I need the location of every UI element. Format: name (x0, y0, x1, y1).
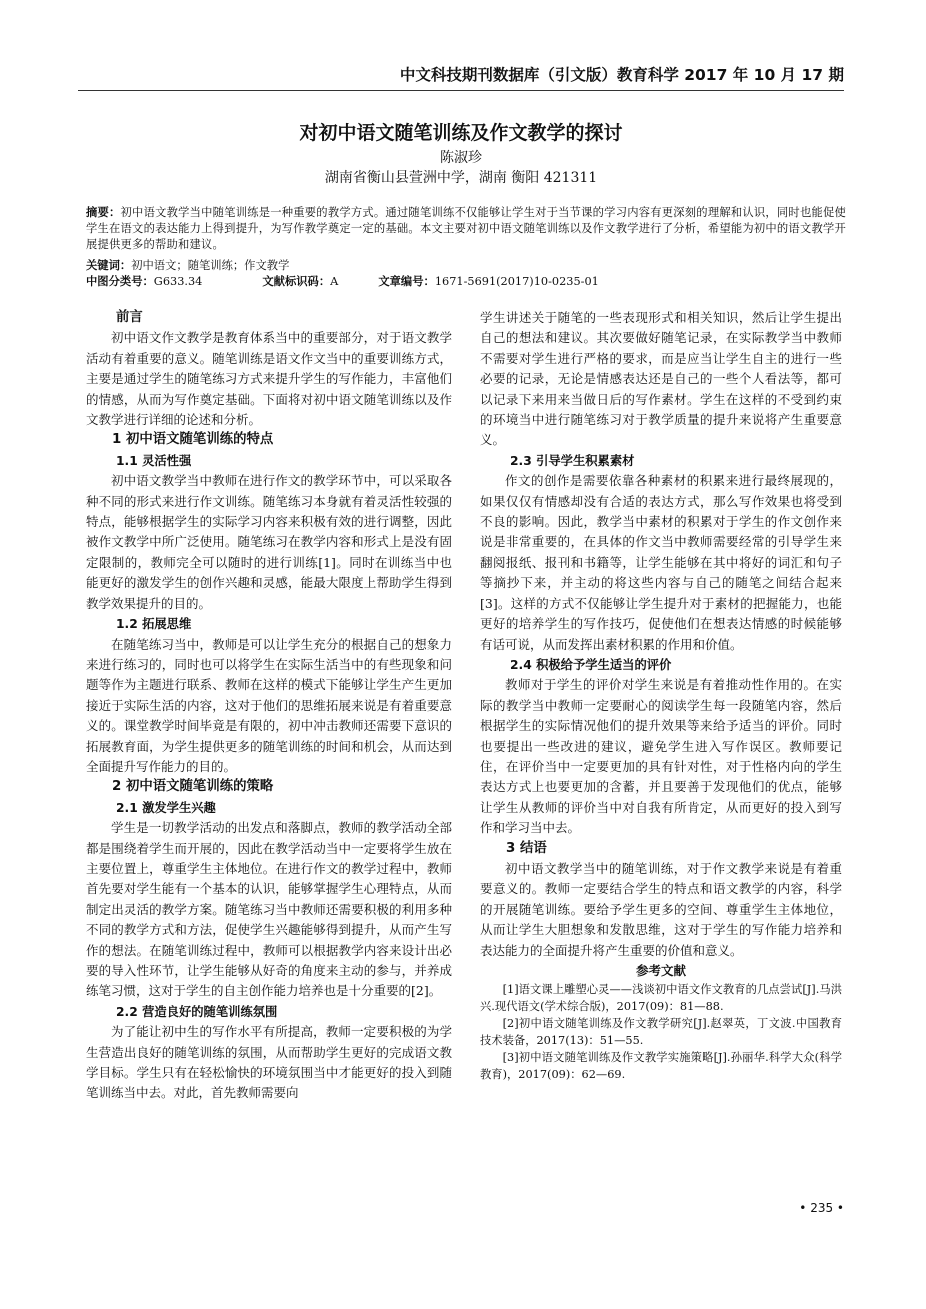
section-1-heading: 1 初中语文随笔训练的特点 (112, 432, 274, 448)
section-2-2-heading: 2.2 营造良好的随笔训练氛围 (116, 1004, 278, 1019)
page-number: • 235 • (799, 1201, 844, 1215)
references-heading: 参考文献 (635, 963, 686, 978)
journal-header: 中文科技期刊数据库（引文版）教育科学 2017 年 10 月 17 期 (78, 64, 844, 91)
author-name: 陈淑珍 (440, 150, 482, 166)
right-column (480, 308, 842, 1083)
section-2-4-heading: 2.4 积极给予学生适当的评价 (510, 657, 672, 672)
section-3-heading: 3 结语 (506, 840, 547, 856)
doc-code-label: 文献标识码： (262, 275, 331, 288)
section-2-1-paragraph: 学生是一切教学活动的出发点和落脚点，教师的教学活动全部都是围绕着学生而开展的，因此在教学活动当中一定要将学生放在主要位置上，尊重学生主体地位。在进行作文的教学过程中，教师首先要对学生能有一个基本的认识，能够掌握学生心理特点，从而制定出灵活的教学方案。随笔练习当中教师还需要积极的利用多种不同的教学方式和方法，促使学生兴趣能够得到提升，从而产生写作的想法。在随笔训练过程中，教师可以根据教学内容来设计出必要的导入性环节，让学生能够从好奇的角度来主动的参与，并养成练笔习惯，这对于学生的自主创作能力培养也是十分重要的[2]。 (86, 820, 452, 999)
section-2-4-paragraph: 教师对于学生的评价对学生来说是有着推动性作用的。在实际的教学当中教师一定要耐心的阅读学生每一段随笔内容，然后根据学生的实际情况他们的提升效果等来给予适当的评价。同时也要提出一些改进的建议，避免学生进入写作误区。教师要记住，在评价当中一定要更加的具有针对性，对于性格内向的学生表达方式上也要更加的含蓄，并且要善于发现他们的优点，能够让学生从教师的评价当中对自我有所肯定，从而更好的投入到写作和学习当中去。 (480, 677, 842, 836)
section-2-2-paragraph: 为了能让初中生的写作水平有所提高，教师一定要积极的为学生营造出良好的随笔训练的氛围，从而帮助学生更好的完成语文教学目标。学生只有在轻松愉快的环境氛围当中才能更好的投入到随笔训练当中去。对此，首先教师需要向 (86, 1024, 452, 1101)
reference-3: [3]初中语文随笔训练及作文教学实施策略[J].孙丽华.科学大众(科学教育)，2017(09)：62—69. (480, 1051, 842, 1082)
section-1-2-heading: 1.2 拓展思维 (116, 617, 192, 632)
left-column (86, 308, 452, 1104)
cls-value: G633.34 (153, 275, 203, 288)
article-title: 对初中语文随笔训练及作文教学的探讨 (299, 122, 623, 144)
section-2-3-heading: 2.3 引导学生积累素材 (510, 453, 635, 468)
section-1-1-paragraph: 初中语文教学当中教师在进行作文的教学环节中，可以采取各种不同的形式来进行作文训练。随笔练习本身就有着灵活性较强的特点，能够根据学生的实际学习内容来积极有效的进行调整，因此被作文教学中所广泛使用。随笔练习在教学内容和形式上是没有固定限制的，教师完全可以随时的进行训练[1]。同时在训练当中也能更好的激发学生的创作兴趣和灵感，能最大限度上帮助学生得到教学效果提升的目的。 (86, 473, 452, 611)
preface-paragraph: 初中语文作文教学是教育体系当中的重要部分，对于语文教学活动有着重要的意义。随笔训练是语文作文当中的重要训练方式，主要是通过学生的随笔练习方式来提升学生的写作能力，丰富他们的情感，从而为写作奠定基础。下面将对初中语文随笔训练以及作文教学进行详细的论述和分析。 (86, 330, 452, 428)
abstract-text: 初中语文教学当中随笔训练是一种重要的教学方式。通过随笔训练不仅能够让学生对于当节课的学习内容有更深刻的理解和认识，同时也能促使学生在语文的表达能力上得到提升，为写作教学奠定一定的基础。本文主要对初中语文随笔训练以及作文教学进行了分析，希望能为初中的语文教学开展提供更多的帮助和建议。 (86, 206, 846, 252)
section-2-heading: 2 初中语文随笔训练的策略 (112, 779, 274, 795)
keywords-label: 关键词： (86, 259, 132, 272)
section-1-1-heading: 1.1 灵活性强 (116, 453, 192, 468)
doc-code-value: A (330, 275, 339, 288)
section-2-1-heading: 2.1 激发学生兴趣 (116, 800, 216, 815)
keywords-text: 初中语文；随笔训练；作文教学 (131, 259, 290, 272)
continued-paragraph: 学生讲述关于随笔的一些表现形式和相关知识，然后让学生提出自己的想法和建议。其次要做好随笔记录，在实际教学当中教师不需要对学生进行严格的要求，而是应当让学生自主的进行一些必要的记录，无论是情感表达还是自己的一些个人看法等，都可以记录下来用来当做日后的写作素材。学生在这样的不受到约束的环境当中进行随笔练习对于教学质量的提升来说将产生重要意义。 (480, 310, 842, 448)
classification-line (86, 274, 846, 290)
author-affiliation: 湖南省衡山县萱洲中学，湖南 衡阳 421311 (324, 170, 598, 186)
section-3-paragraph: 初中语文教学当中的随笔训练，对于作文教学来说是有着重要意义的。教师一定要结合学生的特点和语文教学的内容，科学的开展随笔训练。要给予学生更多的空间、尊重学生主体地位，从而让学生大胆想象和发散思维，这对于学生的写作能力培养和表达能力的全面提升将产生重要的价值和意义。 (480, 860, 842, 958)
article-no-label: 文章编号： (378, 275, 435, 288)
cls-label: 中图分类号： (86, 275, 154, 288)
article-no-value: 1671-5691(2017)10-0235-01 (434, 275, 599, 288)
section-2-3-paragraph: 作文的创作是需要依靠各种素材的积累来进行最终展现的，如果仅仅有情感却没有合适的表达方式，那么写作效果也将受到不良的影响。因此，教学当中素材的积累对于学生的作文创作来说是非常重要的，在具体的作文当中教师需要经常的引导学生来翻阅报纸、报刊和书籍等，让学生能够在其中将好的词汇和句子等摘抄下来，并主动的将这些内容与自己的随笔之间结合起来[3]。这样的方式不仅能够让学生提升对于素材的把握能力，也能更好的培养学生的写作技巧，促使他们在想表达情感的时候能够有话可说，从而发挥出素材积累的作用和价值。 (480, 473, 842, 652)
abstract (86, 205, 846, 254)
reference-2: [2]初中语文随笔训练及作文教学研究[J].赵翠英，丁文波.中国教育技术装备，2017(13)：51—55. (480, 1017, 842, 1048)
keywords (86, 258, 846, 274)
abstract-label: 摘要： (86, 206, 121, 219)
section-1-2-paragraph: 在随笔练习当中，教师是可以让学生充分的根据自己的想象力来进行练习的，同时也可以将学生在实际生活当中的有些现象和问题等作为主题进行联系、教师在这样的模式下能够让学生产生更加接近于实际生活的内容，这对于他们的思维拓展来说是有着重要意义的。课堂教学时间毕竟是有限的，初中冲击教师还需要下意识的拓展教育面，为学生提供更多的随笔训练的时间和机会，从而达到全面提升写作能力的目的。 (86, 636, 452, 774)
preface-heading: 前言 (116, 310, 143, 325)
reference-1: [1]语文课上雕塑心灵——浅谈初中语文作文教育的几点尝试[J].马洪兴.现代语文(学术综合版)，2017(09)：81—88. (480, 983, 842, 1014)
